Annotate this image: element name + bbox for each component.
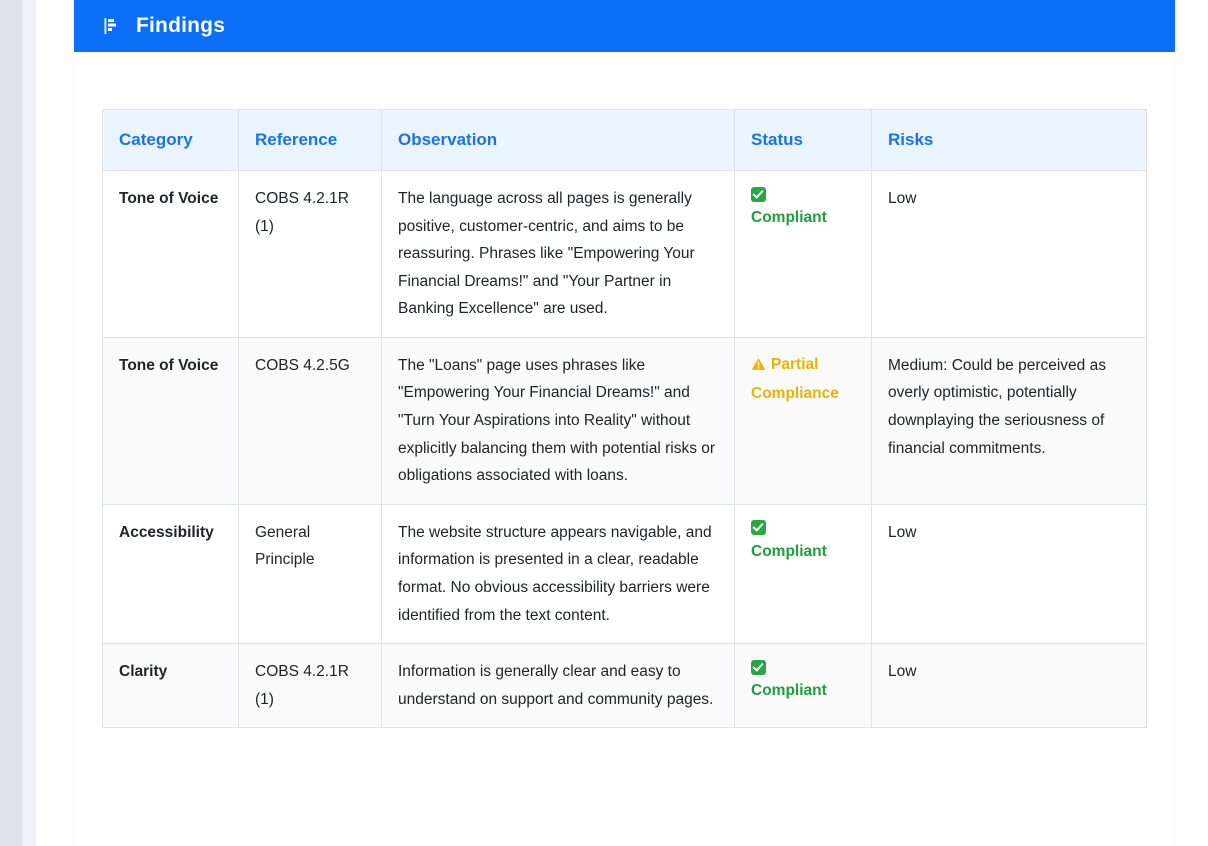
status-label: Partial Compliance: [751, 355, 839, 402]
cell-reference: General Principle: [239, 504, 382, 643]
status-badge: [751, 519, 855, 566]
table-row: [103, 171, 1147, 338]
green-check-icon: [751, 185, 855, 203]
table-row: [103, 644, 1147, 728]
cell-risks: Medium: Could be perceived as overly optimistic, potentially downplaying the seriousness of financial commitments.: [872, 337, 1147, 504]
cell-reference: COBS 4.2.1R (1): [239, 171, 382, 338]
cell-category: Accessibility: [103, 504, 239, 643]
table-row: [103, 337, 1147, 504]
status-badge: [751, 185, 855, 232]
bar-chart-icon: [102, 15, 124, 37]
status-badge: [751, 352, 855, 407]
findings-table: [102, 109, 1147, 728]
cell-observation: The website structure appears navigable, and information is presented in a clear, readable format. No obvious accessibility barriers were identified from the text content.: [382, 504, 735, 643]
table-row: [103, 504, 1147, 643]
status-badge: [751, 658, 855, 705]
page-gutter-inner: [22, 0, 37, 846]
cell-status: [735, 504, 872, 643]
column-header-category: Category: [103, 110, 239, 171]
status-label: Compliant: [751, 682, 827, 700]
cell-observation: The "Loans" page uses phrases like "Empowering Your Financial Dreams!" and "Turn Your Aspirations into Reality" without explicitly balancing them with potential risks or obligations associated with loans.: [382, 337, 735, 504]
column-header-reference: Reference: [239, 110, 382, 171]
findings-header: [74, 0, 1175, 52]
cell-status: [735, 644, 872, 728]
green-check-icon: [751, 519, 855, 537]
cell-category: Tone of Voice: [103, 337, 239, 504]
warning-triangle-icon: [751, 354, 766, 381]
cell-risks: Low: [872, 171, 1147, 338]
findings-body: [74, 52, 1175, 728]
cell-category: Clarity: [103, 644, 239, 728]
cell-status: [735, 171, 872, 338]
cell-category: Tone of Voice: [103, 171, 239, 338]
column-header-status: Status: [735, 110, 872, 171]
status-label: Compliant: [751, 209, 827, 226]
column-header-observation: Observation: [382, 110, 735, 171]
cell-reference: COBS 4.2.1R (1): [239, 644, 382, 728]
page-gutter-outer: [0, 0, 22, 846]
cell-observation: The language across all pages is generally positive, customer-centric, and aims to be reassuring. Phrases like "Empowering Your Financial Dreams!" and "Your Partner in Banking Excellence" are used.: [382, 171, 735, 338]
cell-observation: Information is generally clear and easy to understand on support and community pages.: [382, 644, 735, 728]
cell-status: [735, 337, 872, 504]
cell-reference: COBS 4.2.5G: [239, 337, 382, 504]
column-header-risks: Risks: [872, 110, 1147, 171]
green-check-icon: [751, 658, 855, 676]
cell-risks: Low: [872, 644, 1147, 728]
cell-risks: Low: [872, 504, 1147, 643]
findings-document: [74, 0, 1175, 846]
table-header-row: [103, 110, 1147, 171]
page-title: Findings: [136, 14, 226, 37]
status-label: Compliant: [751, 542, 827, 560]
